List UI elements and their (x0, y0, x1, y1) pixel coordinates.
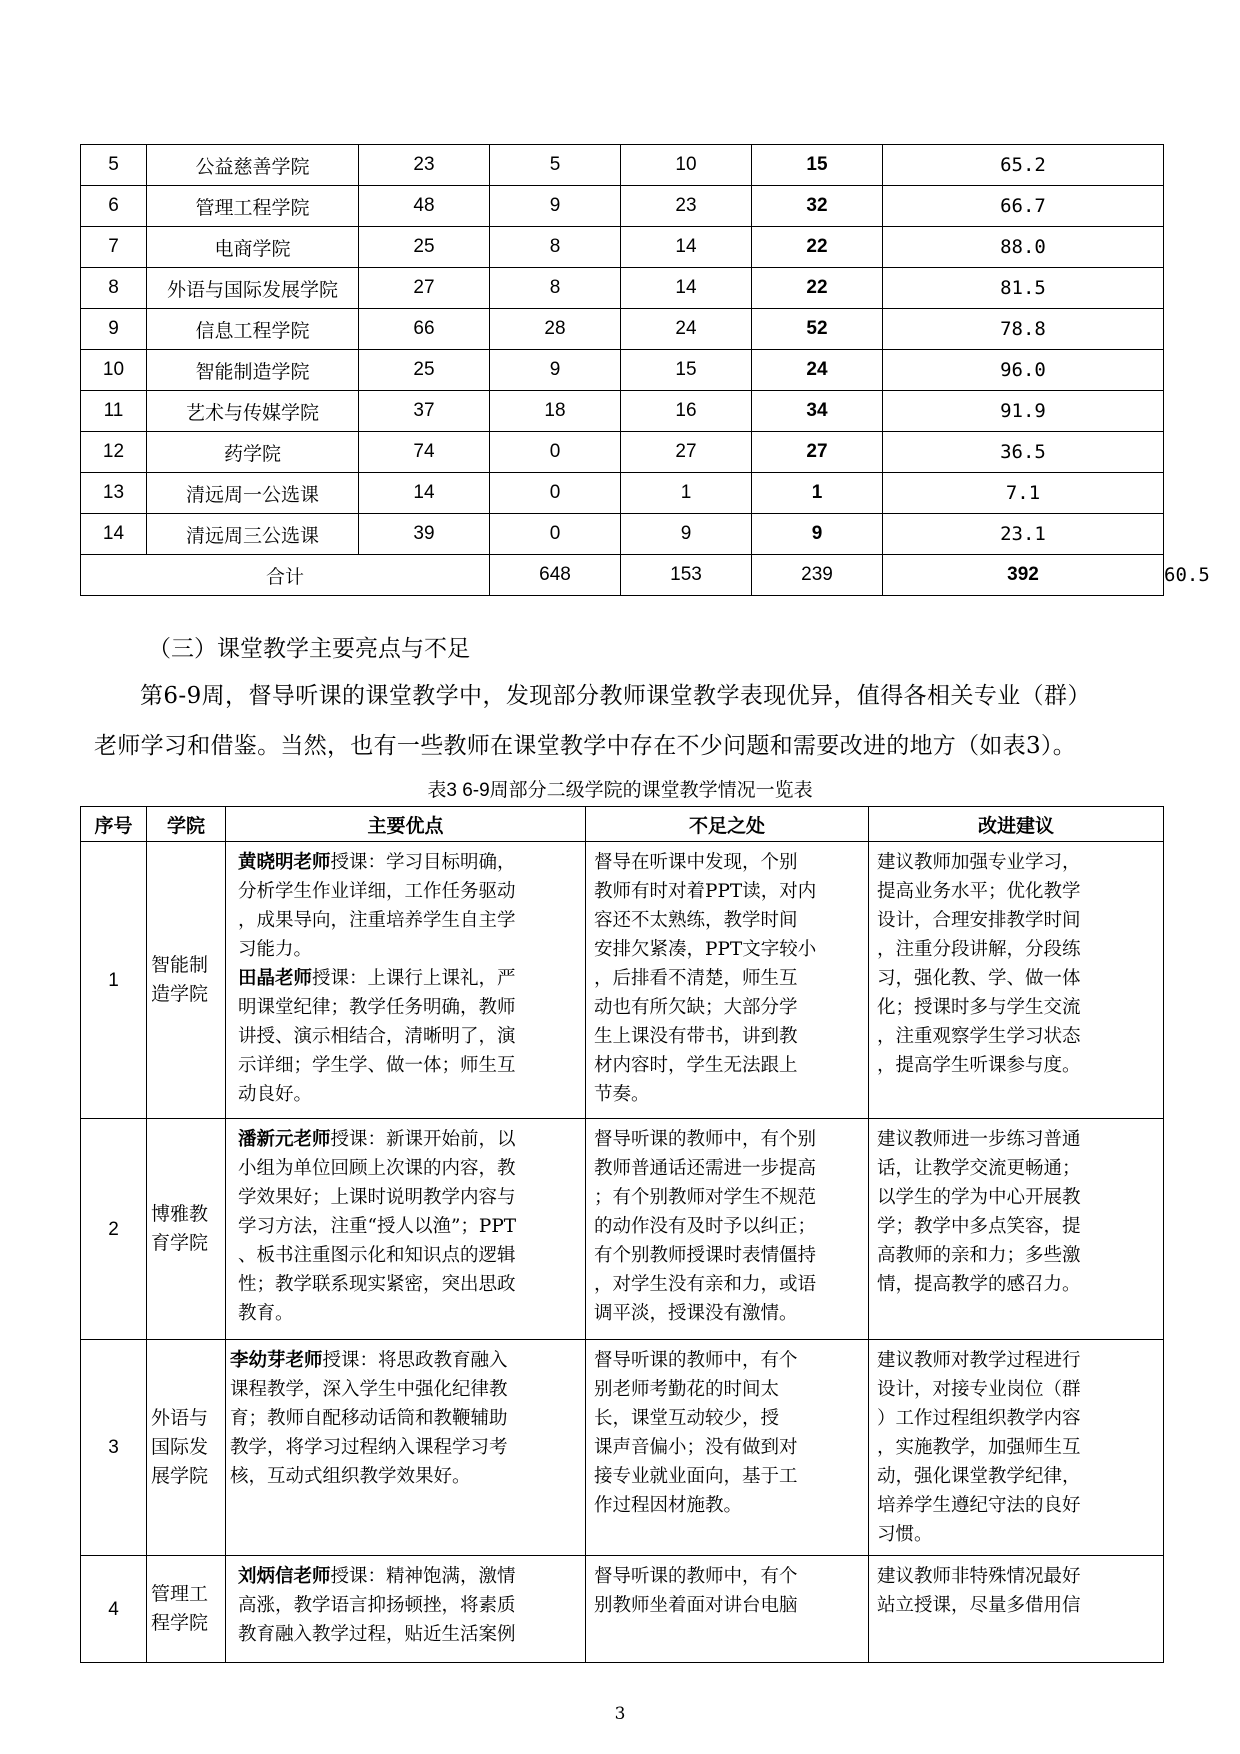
cell-value: 8 (490, 268, 621, 309)
advantage-line: 教育融入教学过程，贴近生活案例 (238, 1624, 516, 1645)
advantage-line: 学习方法，注重“授人以渔”；PPT (238, 1216, 517, 1237)
suggestion-line: 建议教师非特殊情况最好 (877, 1566, 1081, 1587)
advantage-line: 分析学生作业详细，工作任务驱动 (238, 881, 516, 902)
cell-college: 智能制造学院 (147, 350, 359, 391)
college-line: 造学院 (151, 983, 209, 1005)
advantage-text: 授课：学习目标明确， (330, 852, 516, 873)
cell-advantages (226, 1556, 586, 1663)
cell-value: 0 (490, 514, 621, 555)
cell-suggestions (869, 1119, 1164, 1340)
cell-seq: 7 (81, 227, 147, 268)
college-line: 管理工 (151, 1583, 209, 1605)
advantage-line (238, 848, 577, 877)
suggestion-line: 站立授课，尽量多借用信 (877, 1595, 1081, 1616)
cell-value: 14 (359, 473, 490, 514)
shortcoming-line: 生上课没有带书，讲到教 (594, 1026, 798, 1047)
cell-value: 27 (359, 268, 490, 309)
cell-value: 39 (359, 514, 490, 555)
suggestion-line: 学；教学中多点笑容，提 (877, 1216, 1081, 1237)
cell-total-value: 239 (752, 555, 883, 596)
shortcoming-line: 节奏。 (594, 1084, 650, 1105)
suggestion-line: 动，强化课堂教学纪律， (877, 1466, 1081, 1487)
table-row (81, 1119, 1164, 1340)
cell-value: 10 (621, 145, 752, 186)
cell-college: 清远周三公选课 (147, 514, 359, 555)
teacher-name: 李幼芽老师 (230, 1350, 323, 1371)
cell-advantages (226, 1119, 586, 1340)
cell-rate: 65.2 (883, 145, 1164, 186)
advantage-line: ，成果导向，注重培养学生自主学 (238, 910, 516, 931)
cell-value: 14 (621, 268, 752, 309)
cell-value: 37 (359, 391, 490, 432)
cell-shortcomings (586, 1340, 869, 1556)
cell-value-bold: 24 (752, 350, 883, 391)
cell-rate: 36.5 (883, 432, 1164, 473)
cell-value: 0 (490, 432, 621, 473)
suggestion-line: ）工作过程组织教学内容 (877, 1408, 1081, 1429)
advantage-text: 授课：上课行上课礼，严 (312, 968, 516, 989)
advantage-line: 育；教师自配移动话筒和教鞭辅助 (230, 1408, 508, 1429)
cell-college: 外语与国际发展学院 (147, 268, 359, 309)
header-suggestions: 改进建议 (869, 807, 1164, 842)
suggestion-line: 建议教师进一步练习普通 (877, 1129, 1081, 1150)
cell-rate: 66.7 (883, 186, 1164, 227)
cell-value: 16 (621, 391, 752, 432)
college-line: 智能制 (151, 954, 209, 976)
table-row (81, 391, 1164, 432)
table-row (81, 1340, 1164, 1556)
teacher-name: 刘炳信老师 (238, 1566, 331, 1587)
advantage-line: 学效果好；上课时说明教学内容与 (238, 1187, 516, 1208)
shortcoming-line: ，对学生没有亲和力，或语 (594, 1274, 817, 1295)
table-row (81, 1556, 1164, 1663)
college-line: 国际发 (151, 1436, 209, 1458)
advantage-line: 示详细；学生学、做一体；师生互 (238, 1055, 516, 1076)
cell-total-value-bold: 392 (883, 555, 1164, 596)
suggestion-line: ，注重观察学生学习状态 (877, 1026, 1081, 1047)
shortcoming-line: 别老师考勤花的时间太 (594, 1379, 780, 1400)
cell-college (147, 1340, 226, 1556)
cell-value-bold: 15 (752, 145, 883, 186)
cell-value: 9 (621, 514, 752, 555)
cell-seq: 12 (81, 432, 147, 473)
cell-value-bold: 52 (752, 309, 883, 350)
suggestion-line: 设计，对接专业岗位（群 (877, 1379, 1081, 1400)
shortcoming-line: 督导听课的教师中，有个 (594, 1350, 798, 1371)
shortcoming-line: ；有个别教师对学生不规范 (594, 1187, 817, 1208)
cell-value: 0 (490, 473, 621, 514)
cell-value-bold: 34 (752, 391, 883, 432)
advantage-text: 授课：精神饱满，激情 (330, 1566, 516, 1587)
advantage-text: 授课：将思政教育融入 (322, 1350, 508, 1371)
cell-value: 28 (490, 309, 621, 350)
page-number: 3 (614, 1704, 626, 1724)
table3-caption: 表3 6-9周部分二级学院的课堂教学情况一览表 (427, 780, 813, 801)
suggestion-line: ，提高学生听课参与度。 (877, 1055, 1081, 1076)
shortcoming-line: 材内容时，学生无法跟上 (594, 1055, 798, 1076)
paragraph-line-2: 老师学习和借鉴。当然，也有一些教师在课堂教学中存在不少问题和需要改进的地方（如表3）。 (94, 733, 1077, 759)
cell-seq: 10 (81, 350, 147, 391)
cell-value-bold: 1 (752, 473, 883, 514)
cell-value: 1 (621, 473, 752, 514)
cell-rate: 91.9 (883, 391, 1164, 432)
cell-value: 48 (359, 186, 490, 227)
advantage-text: 授课：新课开始前，以 (330, 1129, 516, 1150)
advantage-line: 小组为单位回顾上次课的内容，教 (238, 1158, 516, 1179)
cell-value: 25 (359, 350, 490, 391)
cell-seq: 14 (81, 514, 147, 555)
cell-seq: 2 (81, 1119, 147, 1340)
suggestion-line: 培养学生遵纪守法的良好 (877, 1495, 1081, 1516)
shortcoming-line: 有个别教师授课时表情僵持 (594, 1245, 817, 1266)
advantage-line: 高涨，教学语言抑扬顿挫，将素质 (238, 1595, 516, 1616)
cell-college (147, 1119, 226, 1340)
header-shortcomings: 不足之处 (586, 807, 869, 842)
cell-value: 23 (621, 186, 752, 227)
cell-value: 9 (490, 186, 621, 227)
header-seq: 序号 (81, 807, 147, 842)
shortcoming-line: 调平淡，授课没有激情。 (594, 1303, 798, 1324)
table-row (81, 514, 1164, 555)
college-line: 程学院 (151, 1612, 209, 1634)
cell-total-value: 648 (490, 555, 621, 596)
cell-value: 24 (621, 309, 752, 350)
shortcoming-line: 别教师坐着面对讲台电脑 (594, 1595, 798, 1616)
cell-seq: 11 (81, 391, 147, 432)
advantage-line (238, 964, 577, 993)
cell-seq: 4 (81, 1556, 147, 1663)
cell-rate: 81.5 (883, 268, 1164, 309)
cell-shortcomings (586, 842, 869, 1119)
shortcoming-line: 督导听课的教师中，有个别 (594, 1129, 817, 1150)
suggestion-line: ，注重分段讲解，分段练 (877, 939, 1081, 960)
suggestion-line: 情，提高教学的感召力。 (877, 1274, 1081, 1295)
cell-seq: 8 (81, 268, 147, 309)
cell-college: 管理工程学院 (147, 186, 359, 227)
cell-value: 8 (490, 227, 621, 268)
shortcoming-line: 的动作没有及时予以纠正； (594, 1216, 817, 1237)
cell-total-label: 合计 (81, 555, 490, 596)
suggestion-line: 习，强化教、学、做一体 (877, 968, 1081, 989)
college-line: 外语与 (151, 1407, 209, 1429)
shortcoming-line: ，后排看不清楚，师生互 (594, 968, 798, 989)
advantage-line: 明课堂纪律；教学任务明确，教师 (238, 997, 516, 1018)
cell-total-value: 153 (621, 555, 752, 596)
advantage-line: 课程教学，深入学生中强化纪律教 (230, 1379, 508, 1400)
cell-shortcomings (586, 1119, 869, 1340)
table-row (81, 842, 1164, 1119)
suggestion-line: ，实施教学，加强师生互 (877, 1437, 1081, 1458)
cell-value: 66 (359, 309, 490, 350)
college-stats-table (80, 144, 1210, 596)
table-row (81, 145, 1164, 186)
teacher-name: 田晶老师 (238, 968, 313, 989)
cell-advantages (226, 1340, 586, 1556)
shortcoming-line: 作过程因材施教。 (594, 1495, 743, 1516)
suggestion-line: 建议教师对教学过程进行 (877, 1350, 1081, 1371)
cell-value-bold: 22 (752, 227, 883, 268)
advantage-line: 教育。 (238, 1303, 294, 1324)
cell-value: 74 (359, 432, 490, 473)
cell-rate: 7.1 (883, 473, 1164, 514)
cell-value: 14 (621, 227, 752, 268)
cell-college: 药学院 (147, 432, 359, 473)
cell-rate: 23.1 (883, 514, 1164, 555)
cell-college: 公益慈善学院 (147, 145, 359, 186)
cell-college: 信息工程学院 (147, 309, 359, 350)
cell-value: 9 (490, 350, 621, 391)
shortcoming-line: 动也有所欠缺；大部分学 (594, 997, 798, 1018)
table-total-row: 合计 648 153 239 392 60.5 (81, 555, 1164, 596)
advantage-line: 讲授、演示相结合，清晰明了，演 (238, 1026, 516, 1047)
cell-rate: 78.8 (883, 309, 1164, 350)
suggestion-line: 高教师的亲和力；多些激 (877, 1245, 1081, 1266)
table-row (81, 350, 1164, 391)
advantage-line: 性；教学联系现实紧密，突出思政 (238, 1274, 516, 1295)
college-line: 博雅教 (151, 1203, 209, 1225)
cell-value: 5 (490, 145, 621, 186)
cell-suggestions (869, 1556, 1164, 1663)
shortcoming-line: 课声音偏小；没有做到对 (594, 1437, 798, 1458)
shortcoming-line: 督导在听课中发现，个别 (594, 852, 798, 873)
advantage-line (230, 1346, 577, 1375)
teaching-overview-table (80, 806, 1164, 1663)
suggestion-line: 设计，合理安排教学时间 (877, 910, 1081, 931)
college-line: 育学院 (151, 1232, 209, 1254)
cell-value: 18 (490, 391, 621, 432)
advantage-line: 、板书注重图示化和知识点的逻辑 (238, 1245, 516, 1266)
cell-value: 25 (359, 227, 490, 268)
table-row (81, 227, 1164, 268)
cell-shortcomings (586, 1556, 869, 1663)
suggestion-line: 建议教师加强专业学习， (877, 852, 1081, 873)
teacher-name: 潘新元老师 (238, 1129, 331, 1150)
cell-suggestions (869, 1340, 1164, 1556)
cell-value-bold: 22 (752, 268, 883, 309)
table-row (81, 186, 1164, 227)
cell-seq: 1 (81, 842, 147, 1119)
advantage-line: 教学，将学习过程纳入课程学习考 (230, 1437, 508, 1458)
cell-seq: 9 (81, 309, 147, 350)
college-line: 展学院 (151, 1465, 209, 1487)
cell-college: 艺术与传媒学院 (147, 391, 359, 432)
header-college: 学院 (147, 807, 226, 842)
table-row (81, 473, 1164, 514)
header-advantages: 主要优点 (226, 807, 586, 842)
cell-seq: 6 (81, 186, 147, 227)
cell-value-bold: 9 (752, 514, 883, 555)
table-row (81, 268, 1164, 309)
cell-value-bold: 27 (752, 432, 883, 473)
paragraph-line-1: 第6-9周，督导听课的课堂教学中，发现部分教师课堂教学表现优异，值得各相关专业（群） (140, 683, 1091, 709)
cell-value-bold: 32 (752, 186, 883, 227)
cell-value: 27 (621, 432, 752, 473)
cell-rate: 88.0 (883, 227, 1164, 268)
cell-advantages (226, 842, 586, 1119)
cell-seq: 3 (81, 1340, 147, 1556)
shortcoming-line: 督导听课的教师中，有个 (594, 1566, 798, 1587)
shortcoming-line: 容还不太熟练，教学时间 (594, 910, 798, 931)
shortcoming-line: 教师有时对着PPT读，对内 (594, 881, 817, 902)
advantage-line: 核，互动式组织教学效果好。 (230, 1466, 471, 1487)
suggestion-line: 习惯。 (877, 1524, 933, 1545)
cell-suggestions (869, 842, 1164, 1119)
section-heading: （三）课堂教学主要亮点与不足 (148, 636, 470, 662)
suggestion-line: 化；授课时多与学生交流 (877, 997, 1081, 1018)
table-row (81, 432, 1164, 473)
advantage-line: 习能力。 (238, 939, 313, 960)
cell-seq: 13 (81, 473, 147, 514)
advantage-line: 动良好。 (238, 1084, 313, 1105)
cell-college: 清远周一公选课 (147, 473, 359, 514)
shortcoming-line: 教师普通话还需进一步提高 (594, 1158, 817, 1179)
cell-college (147, 842, 226, 1119)
cell-value: 23 (359, 145, 490, 186)
table-header-row (81, 807, 1164, 842)
table-row (81, 309, 1164, 350)
cell-seq: 5 (81, 145, 147, 186)
cell-college: 电商学院 (147, 227, 359, 268)
teacher-name: 黄晓明老师 (238, 852, 331, 873)
cell-college (147, 1556, 226, 1663)
advantage-line (238, 1125, 577, 1154)
suggestion-line: 提高业务水平；优化教学 (877, 881, 1081, 902)
cell-rate: 96.0 (883, 350, 1164, 391)
shortcoming-line: 长，课堂互动较少，授 (594, 1408, 780, 1429)
suggestion-line: 话，让教学交流更畅通； (877, 1158, 1081, 1179)
shortcoming-line: 安排欠紧凑，PPT文字较小 (594, 939, 817, 960)
shortcoming-line: 接专业就业面向，基于工 (594, 1466, 798, 1487)
cell-value: 15 (621, 350, 752, 391)
advantage-line (238, 1562, 577, 1591)
suggestion-line: 以学生的学为中心开展教 (877, 1187, 1081, 1208)
